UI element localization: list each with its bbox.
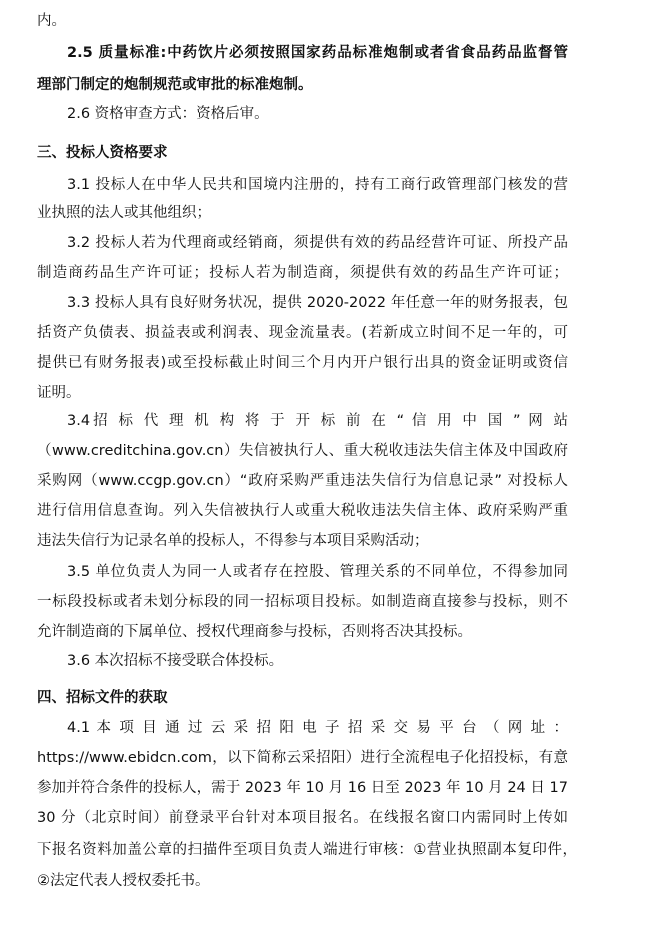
paragraph-line: 内。 [37,13,66,29]
section-heading: 四、招标文件的获取 [37,690,168,706]
paragraph-line: （www.creditchina.gov.cn）失信被执行人、重大税收违法失信主体及中国政府 [37,443,568,459]
paragraph-line: 30 分（北京时间）前登录平台针对本项目报名。在线报名窗口内需同时上传如 [37,810,568,826]
paragraph-line: 3.3 投标人具有良好财务状况，提供 2020-2022 年任意一年的财务报表，包 [67,295,568,311]
paragraph-line: 3.5 单位负责人为同一人或者存在控股、管理关系的不同单位，不得参加同 [67,564,568,580]
paragraph-line: 采购网（www.ccgp.gov.cn）“政府采购严重违法失信行为信息记录” 对投标人 [37,473,568,489]
paragraph-line: 3.4招 标 代 理 机 构 将 于 开 标 前 在 “ 信 用 中 国 ” 网 站 [67,413,568,429]
paragraph-line: 3.1 投标人在中华人民共和国境内注册的，持有工商行政管理部门核发的营 [67,177,568,193]
paragraph-line: 括资产负债表、损益表或利润表、现金流量表。(若新成立时间不足一年的，可 [37,325,568,341]
paragraph-line: https://www.ebidcn.com，以下简称云采招阳）进行全流程电子化招投标，有意 [37,750,568,766]
paragraph-line: 业执照的法人或其他组织； [37,205,211,221]
paragraph-line: 理部门制定的炮制规范或审批的标准炮制。 [37,77,313,93]
paragraph-line: 进行信用信息查询。列入失信被执行人或重大税收违法失信主体、政府采购严重 [37,503,568,519]
paragraph-line: 2.6 资格审查方式：资格后审。 [67,106,269,122]
paragraph-line: 2.5 质量标准:中药饮片必须按照国家药品标准炮制或者省食品药品监督管 [67,45,568,61]
paragraph-line: 允许制造商的下属单位、授权代理商参与投标，否则将否决其投标。 [37,624,472,640]
paragraph-line: 4.1 本 项 目 通 过 云 采 招 阳 电 子 招 采 交 易 平 台 （ 网 址 ： [67,720,568,736]
paragraph-line: 下报名资料加盖公章的扫描件至项目负责人端进行审核：①营业执照副本复印件， [37,842,577,858]
paragraph-line: 违法失信行为记录名单的投标人，不得参与本项目采购活动； [37,533,429,549]
paragraph-line: 证明。 [37,385,81,401]
paragraph-line: 一标段投标或者未划分标段的同一招标项目投标。如制造商直接参与投标，则不 [37,594,568,610]
paragraph-line: 提供已有财务报表)或至投标截止时间三个月内开户银行出具的资金证明或资信 [37,355,568,371]
paragraph-line: 3.2 投标人若为代理商或经销商，须提供有效的药品经营许可证、所投产品 [67,235,568,251]
paragraph-line: 3.6 本次招标不接受联合体投标。 [67,653,284,669]
paragraph-line: ②法定代表人授权委托书。 [37,873,210,889]
section-heading: 三、投标人资格要求 [37,145,168,161]
paragraph-line: 参加并符合条件的投标人，需于 2023 年 10 月 16 日至 2023 年 10 月 24 日 17 [37,780,568,796]
paragraph-line: 制造商药品生产许可证；投标人若为制造商，须提供有效的药品生产许可证； [37,265,568,281]
